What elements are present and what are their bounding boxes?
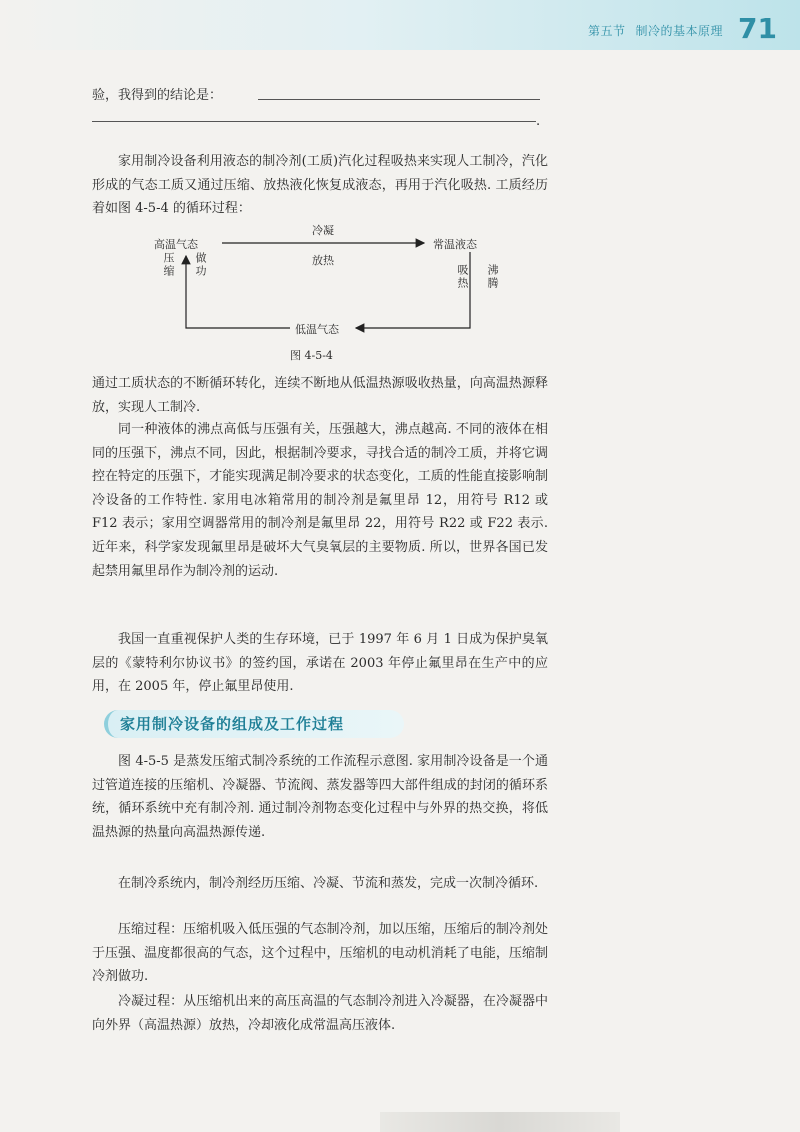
paragraph-compression: 压缩过程：压缩机吸入低压强的气态制冷剂，加以压缩，压缩后的制冷剂处于压强、温度都很高的气态，这个过程中，压缩机的电动机消耗了电能，压缩制冷剂做功. xyxy=(92,922,548,985)
section-number: 第五节 xyxy=(588,24,626,38)
paragraph-intro: 家用制冷设备利用液态的制冷剂(工质)汽化过程吸热来实现人工制冷，汽化形成的气态工质又通过压缩、放热液化恢复成液态，再用于汽化吸热. 工质经历着如图 4-5-4 的循环过程： xyxy=(92,154,548,217)
label-condense: 冷凝 xyxy=(312,224,334,237)
state-normal-temp-liquid: 常温液态 xyxy=(433,238,477,251)
label-do-work: 做功 xyxy=(194,252,207,278)
label-release-heat: 放热 xyxy=(312,254,334,267)
paragraph-cycle-steps: 在制冷系统内，制冷剂经历压缩、冷凝、节流和蒸发，完成一次制冷循环. xyxy=(118,876,539,891)
paragraph-montreal-protocol: 我国一直重视保护人类的生存环境，已于 1997 年 6 月 1 日成为保护臭氧层的《蒙特利尔协议书》的签约国，承诺在 2003 年停止氟里昂在生产中的应用，在 2005 年，停止氟里昂使用. xyxy=(92,632,548,695)
conclusion-prompt: 验，我得到的结论是： xyxy=(92,88,223,103)
paragraph-system-overview: 图 4-5-5 是蒸发压缩式制冷系统的工作流程示意图. 家用制冷设备是一个通过管道连接的压缩机、冷凝器、节流阀、蒸发器等四大部件组成的封闭的循环系统，循环系统中充有制冷剂. 通过制冷剂物态变化过程中与外界的热交换，将低温热源的热量向高温热源传递. xyxy=(92,754,548,840)
arrow-evaporate xyxy=(356,252,470,328)
paragraph-cycle-result: 通过工质状态的不断循环转化，连续不断地从低温热源吸收热量，向高温热源释放，实现人工制冷. xyxy=(92,376,548,415)
page-bottom-shadow xyxy=(380,1112,620,1132)
chapter-section-header xyxy=(588,22,723,39)
label-boil: 沸腾 xyxy=(486,264,499,290)
blank-end-dot: . xyxy=(536,114,541,129)
answer-blank-line-2 xyxy=(92,121,536,122)
label-absorb-heat: 吸热 xyxy=(456,264,469,290)
state-high-temp-gas: 高温气态 xyxy=(154,238,198,251)
section-heading: 家用制冷设备的组成及工作过程 xyxy=(120,715,345,733)
refrigeration-cycle-diagram xyxy=(150,222,510,362)
page-number: 71 xyxy=(738,12,777,45)
state-low-temp-gas: 低温气态 xyxy=(295,323,339,336)
label-compress: 压缩 xyxy=(162,252,175,278)
answer-blank-line-1 xyxy=(258,99,540,100)
paragraph-boiling-point: 同一种液体的沸点高低与压强有关，压强越大，沸点越高. 不同的液体在相同的压强下，沸点不同，因此，根据制冷要求，寻找合适的制冷工质，并将它调控在特定的压强下，才能实现满足制冷要求的状态变化，工质的性能直接影响制冷设备的工作特性. 家用电冰箱常用的制冷剂是氟里昂 12，用符号 R12 或 F12 表示；家用空调器常用的制冷剂是氟里昂 22，用符号 R22 或 F22 表示. 近年来，科学家发现氟里昂是破坏大气臭氧层的主要物质. 所以，世界各国已发起禁用氟里昂作为制冷剂的运动. xyxy=(92,422,548,579)
section-title-header: 制冷的基本原理 xyxy=(635,24,724,38)
figure-caption: 图 4-5-4 xyxy=(290,349,333,362)
paragraph-condensation: 冷凝过程：从压缩机出来的高压高温的气态制冷剂进入冷凝器，在冷凝器中向外界（高温热源）放热，冷却液化成常温高压液体. xyxy=(92,994,548,1033)
